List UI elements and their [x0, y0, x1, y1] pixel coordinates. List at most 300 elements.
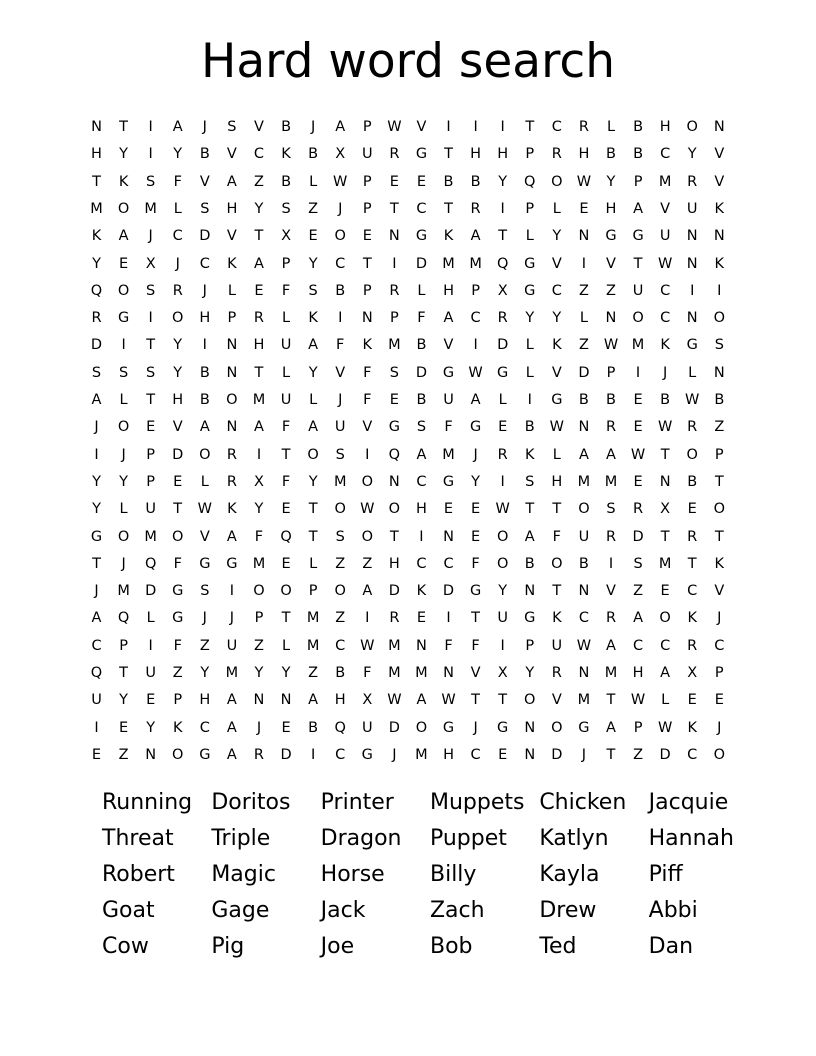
grid-letter: Q [388, 446, 401, 463]
grid-row [84, 332, 732, 359]
grid-letter: Q [90, 282, 103, 299]
grid-letter: T [498, 692, 508, 709]
grid-letter: B [281, 119, 292, 136]
grid-letter: Y [119, 692, 128, 709]
grid-letter: T [606, 692, 616, 709]
grid-letter: K [524, 446, 535, 463]
grid-letter: N [605, 310, 617, 327]
grid-letter: T [119, 119, 128, 136]
grid-letter: A [308, 337, 319, 354]
grid-letter: S [281, 200, 291, 217]
word-list-column [430, 785, 539, 965]
grid-letter: I [365, 446, 370, 463]
grid-letter: F [471, 637, 480, 654]
grid-letter: C [660, 637, 671, 654]
grid-letter: Q [117, 610, 130, 627]
grid-letter: O [632, 310, 644, 327]
grid-letter: R [605, 528, 617, 545]
grid-letter: M [415, 746, 428, 763]
grid-letter: H [415, 501, 427, 518]
grid-letter: A [470, 392, 481, 409]
word-list-item: Katlyn [539, 825, 609, 851]
grid-row [84, 523, 732, 550]
grid-letter: N [253, 692, 265, 709]
grid-letter: C [416, 473, 427, 490]
grid-letter: G [442, 719, 455, 736]
grid-letter: O [361, 473, 373, 490]
grid-letter: V [606, 255, 616, 272]
grid-letter: O [172, 310, 184, 327]
grid-letter: V [335, 364, 346, 381]
grid-letter: E [118, 255, 129, 272]
grid-letter: A [335, 119, 346, 136]
grid-letter: E [443, 501, 454, 518]
grid-letter: X [497, 665, 508, 682]
grid-letter: N [443, 665, 454, 682]
grid-letter: B [606, 146, 616, 163]
grid-letter: A [91, 392, 102, 409]
grid-letter: R [226, 473, 237, 490]
grid-letter: Z [254, 173, 264, 190]
grid-letter: O [551, 555, 563, 572]
grid-letter: Y [552, 310, 562, 327]
word-search-grid [84, 114, 732, 769]
grid-letter: R [687, 419, 698, 436]
grid-letter: C [199, 719, 210, 736]
grid-letter: N [686, 255, 698, 272]
grid-letter: P [525, 637, 535, 654]
grid-letter: N [226, 419, 238, 436]
grid-letter: T [173, 501, 183, 518]
grid-letter: N [226, 337, 238, 354]
grid-letter: G [524, 610, 536, 627]
grid-row [84, 250, 732, 277]
grid-letter: O [199, 446, 211, 463]
grid-letter: H [253, 337, 265, 354]
grid-row [84, 196, 732, 223]
grid-row [84, 632, 732, 659]
grid-letter: N [361, 310, 373, 327]
grid-letter: B [281, 173, 292, 190]
grid-letter: O [117, 419, 130, 436]
grid-letter: I [500, 119, 505, 136]
grid-letter: R [470, 200, 481, 217]
grid-letter: K [281, 146, 291, 163]
grid-letter: V [714, 173, 725, 190]
grid-letter: J [175, 255, 180, 272]
grid-letter: C [335, 746, 346, 763]
grid-letter: H [659, 119, 671, 136]
grid-letter: P [525, 146, 535, 163]
grid-letter: Z [199, 637, 210, 654]
grid-letter: Y [92, 255, 101, 272]
grid-letter: A [578, 446, 589, 463]
grid-letter: J [202, 610, 207, 627]
grid-letter: P [146, 473, 156, 490]
word-list-item: Dragon [320, 825, 402, 851]
grid-letter: B [416, 392, 427, 409]
grid-letter: D [199, 228, 211, 245]
grid-letter: T [552, 583, 562, 600]
grid-letter: R [687, 637, 698, 654]
grid-letter: Z [633, 746, 644, 763]
grid-letter: N [686, 228, 698, 245]
grid-letter: R [172, 282, 183, 299]
grid-letter: T [687, 555, 697, 572]
grid-letter: H [172, 392, 184, 409]
word-list-item: Jacquie [648, 789, 729, 815]
grid-letter: K [227, 255, 237, 272]
grid-letter: T [444, 200, 453, 217]
grid-letter: C [416, 555, 427, 572]
grid-letter: H [497, 146, 509, 163]
grid-row [84, 387, 732, 414]
word-list-item: Goat [102, 897, 155, 923]
grid-letter: Q [524, 173, 536, 190]
grid-letter: T [281, 610, 291, 627]
grid-letter: S [146, 173, 156, 190]
grid-letter: F [444, 419, 453, 436]
grid-letter: W [603, 337, 619, 354]
grid-letter: I [635, 364, 641, 381]
grid-letter: J [717, 719, 722, 736]
grid-letter: F [363, 364, 372, 381]
grid-letter: O [686, 446, 698, 463]
grid-letter: I [202, 337, 207, 354]
word-list-item: Ted [539, 933, 577, 959]
grid-letter: O [388, 501, 401, 518]
grid-letter: A [416, 692, 427, 709]
grid-letter: B [633, 119, 644, 136]
grid-letter: G [578, 719, 590, 736]
grid-row [84, 359, 732, 386]
grid-letter: E [281, 501, 291, 518]
grid-letter: Q [496, 255, 509, 272]
grid-letter: L [498, 392, 507, 409]
grid-letter: A [118, 228, 129, 245]
grid-letter: I [310, 746, 316, 763]
grid-letter: N [713, 228, 725, 245]
grid-letter: T [389, 528, 399, 545]
grid-letter: Y [92, 501, 101, 518]
word-list-item: Horse [320, 861, 385, 887]
grid-letter: E [471, 501, 481, 518]
grid-letter: J [338, 392, 343, 409]
grid-letter: O [334, 583, 346, 600]
word-list-item: Printer [320, 789, 394, 815]
grid-letter: S [335, 528, 345, 545]
grid-letter: J [473, 719, 478, 736]
grid-letter: E [687, 692, 697, 709]
grid-letter: V [254, 119, 264, 136]
grid-letter: U [361, 146, 373, 163]
grid-letter: G [524, 282, 536, 299]
grid-letter: G [361, 746, 373, 763]
grid-letter: V [551, 692, 562, 709]
grid-letter: W [657, 255, 673, 272]
grid-letter: V [226, 146, 237, 163]
grid-letter: I [446, 119, 451, 136]
grid-letter: G [90, 528, 103, 545]
grid-letter: L [606, 119, 616, 136]
grid-letter: D [497, 337, 509, 354]
grid-letter: X [497, 282, 508, 299]
grid-letter: K [227, 501, 237, 518]
grid-letter: O [659, 610, 671, 627]
grid-letter: Y [119, 473, 128, 490]
grid-letter: O [496, 555, 509, 572]
grid-letter: N [659, 473, 671, 490]
grid-letter: P [362, 282, 372, 299]
grid-letter: T [281, 446, 291, 463]
grid-letter: O [713, 501, 725, 518]
grid-letter: I [500, 473, 505, 490]
grid-letter: A [226, 692, 237, 709]
grid-letter: I [148, 637, 153, 654]
grid-letter: B [416, 337, 427, 354]
grid-letter: A [226, 719, 237, 736]
grid-letter: Y [498, 173, 508, 190]
word-list-column [321, 785, 430, 965]
grid-letter: D [388, 583, 400, 600]
grid-letter: L [282, 637, 291, 654]
grid-letter: T [389, 200, 399, 217]
grid-letter: V [470, 665, 481, 682]
grid-letter: E [91, 746, 102, 763]
grid-letter: E [416, 173, 427, 190]
word-list-item: Triple [211, 825, 271, 851]
word-list-item: Threat [102, 825, 174, 851]
grid-letter: Y [200, 665, 210, 682]
grid-letter: M [631, 337, 645, 354]
grid-letter: I [473, 119, 478, 136]
grid-letter: W [630, 692, 646, 709]
grid-letter: T [633, 255, 643, 272]
grid-letter: P [633, 173, 643, 190]
grid-letter: T [471, 692, 481, 709]
grid-letter: E [714, 692, 724, 709]
grid-letter: L [552, 200, 561, 217]
grid-letter: U [686, 200, 698, 217]
grid-letter: V [199, 173, 210, 190]
grid-letter: C [470, 746, 481, 763]
grid-letter: E [498, 419, 508, 436]
word-list-item: Running [102, 789, 193, 815]
grid-letter: E [471, 528, 481, 545]
grid-letter: N [578, 228, 590, 245]
grid-letter: B [443, 173, 454, 190]
grid-letter: N [524, 746, 536, 763]
grid-letter: Q [280, 528, 292, 545]
word-list-item: Magic [211, 861, 276, 887]
grid-letter: V [226, 228, 237, 245]
grid-letter: B [524, 419, 535, 436]
grid-letter: Y [606, 173, 616, 190]
grid-letter: E [254, 282, 264, 299]
word-list-column [539, 785, 648, 965]
grid-letter: T [525, 119, 535, 136]
grid-letter: J [202, 282, 207, 299]
grid-letter: C [335, 637, 346, 654]
grid-letter: C [199, 255, 210, 272]
grid-letter: J [310, 119, 316, 136]
grid-letter: I [473, 337, 478, 354]
grid-letter: S [200, 583, 210, 600]
grid-letter: J [338, 200, 343, 217]
page-title: Hard word search [200, 34, 615, 89]
grid-letter: E [660, 583, 670, 600]
grid-letter: J [121, 555, 126, 572]
grid-letter: W [576, 173, 592, 190]
grid-letter: W [197, 501, 212, 518]
grid-letter: B [470, 173, 481, 190]
grid-letter: B [199, 392, 210, 409]
grid-letter: O [713, 310, 725, 327]
grid-letter: A [633, 200, 644, 217]
grid-letter: L [579, 310, 588, 327]
grid-letter: O [334, 501, 346, 518]
grid-letter: U [280, 337, 292, 354]
word-list-item: Piff [648, 861, 683, 887]
grid-letter: V [551, 255, 562, 272]
grid-letter: S [227, 119, 237, 136]
grid-letter: D [280, 746, 292, 763]
grid-letter: L [552, 446, 561, 463]
grid-letter: K [362, 337, 373, 354]
grid-letter: T [119, 665, 128, 682]
grid-letter: O [117, 528, 130, 545]
grid-letter: V [551, 364, 562, 381]
grid-letter: G [442, 364, 455, 381]
grid-letter: X [362, 692, 373, 709]
grid-letter: E [633, 392, 643, 409]
grid-letter: J [148, 228, 153, 245]
grid-letter: P [714, 446, 724, 463]
grid-letter: P [714, 665, 724, 682]
grid-letter: I [365, 610, 370, 627]
grid-letter: O [551, 719, 563, 736]
grid-letter: C [660, 310, 671, 327]
grid-letter: V [443, 337, 454, 354]
grid-letter: W [468, 364, 483, 381]
grid-letter: K [91, 228, 102, 245]
grid-letter: I [392, 255, 397, 272]
grid-letter: Z [578, 337, 589, 354]
word-list-item: Pig [211, 933, 245, 959]
grid-letter: U [551, 637, 563, 654]
grid-letter: S [146, 282, 156, 299]
grid-letter: H [91, 146, 102, 163]
grid-letter: U [145, 501, 156, 518]
grid-letter: L [282, 364, 291, 381]
grid-letter: A [172, 119, 183, 136]
grid-letter: M [306, 637, 320, 654]
grid-letter: J [663, 364, 668, 381]
grid-letter: R [226, 446, 237, 463]
grid-letter: P [254, 610, 264, 627]
word-list-column [102, 785, 211, 965]
grid-letter: M [144, 528, 157, 545]
grid-letter: G [469, 419, 482, 436]
grid-letter: Z [335, 555, 346, 572]
grid-letter: K [118, 173, 129, 190]
grid-letter: A [254, 255, 264, 272]
grid-letter: H [334, 692, 346, 709]
grid-letter: L [200, 473, 209, 490]
grid-row [84, 578, 732, 605]
word-list-item: Muppets [429, 789, 525, 815]
grid-letter: B [335, 665, 346, 682]
word-list-item: Puppet [429, 825, 507, 851]
grid-letter: A [226, 746, 237, 763]
grid-letter: N [578, 583, 590, 600]
grid-letter: R [91, 310, 102, 327]
word-list-item: Hannah [648, 825, 734, 851]
grid-letter: U [280, 392, 292, 409]
grid-letter: Y [308, 364, 318, 381]
grid-letter: N [388, 473, 400, 490]
grid-row [84, 168, 732, 195]
word-list-item: Billy [429, 861, 477, 887]
grid-letter: S [714, 337, 724, 354]
grid-letter: N [686, 310, 698, 327]
grid-letter: W [576, 637, 592, 654]
grid-letter: W [657, 719, 673, 736]
grid-letter: H [470, 146, 482, 163]
grid-letter: K [687, 719, 697, 736]
grid-letter: C [687, 746, 698, 763]
grid-letter: M [333, 473, 347, 490]
grid-letter: J [256, 719, 262, 736]
grid-letter: O [172, 746, 184, 763]
grid-letter: M [604, 665, 618, 682]
grid-letter: M [117, 583, 130, 600]
grid-letter: Y [687, 146, 697, 163]
word-list-item: Chicken [539, 789, 627, 815]
grid-letter: M [415, 665, 428, 682]
grid-letter: F [281, 419, 291, 436]
grid-letter: T [444, 146, 453, 163]
grid-letter: S [200, 200, 210, 217]
grid-letter: T [146, 392, 156, 409]
grid-letter: S [416, 419, 427, 436]
grid-letter: I [581, 255, 587, 272]
word-list-item: Cow [102, 933, 149, 959]
grid-letter: J [94, 419, 99, 436]
grid-letter: R [605, 419, 617, 436]
grid-letter: R [551, 665, 562, 682]
grid-row [84, 605, 732, 632]
grid-letter: R [551, 146, 562, 163]
grid-letter: I [690, 282, 695, 299]
grid-letter: P [227, 310, 237, 327]
grid-letter: E [579, 200, 589, 217]
grid-letter: A [91, 610, 102, 627]
word-list-item: Doritos [211, 789, 291, 815]
grid-letter: B [660, 392, 671, 409]
grid-letter: U [632, 282, 644, 299]
grid-letter: W [630, 446, 646, 463]
grid-letter: H [443, 746, 454, 763]
grid-letter: Z [118, 746, 129, 763]
grid-letter: A [606, 446, 616, 463]
grid-letter: N [416, 637, 427, 654]
grid-letter: B [199, 146, 210, 163]
grid-letter: D [442, 583, 455, 600]
grid-letter: T [552, 501, 562, 518]
grid-letter: E [389, 173, 399, 190]
grid-letter: W [657, 419, 673, 436]
